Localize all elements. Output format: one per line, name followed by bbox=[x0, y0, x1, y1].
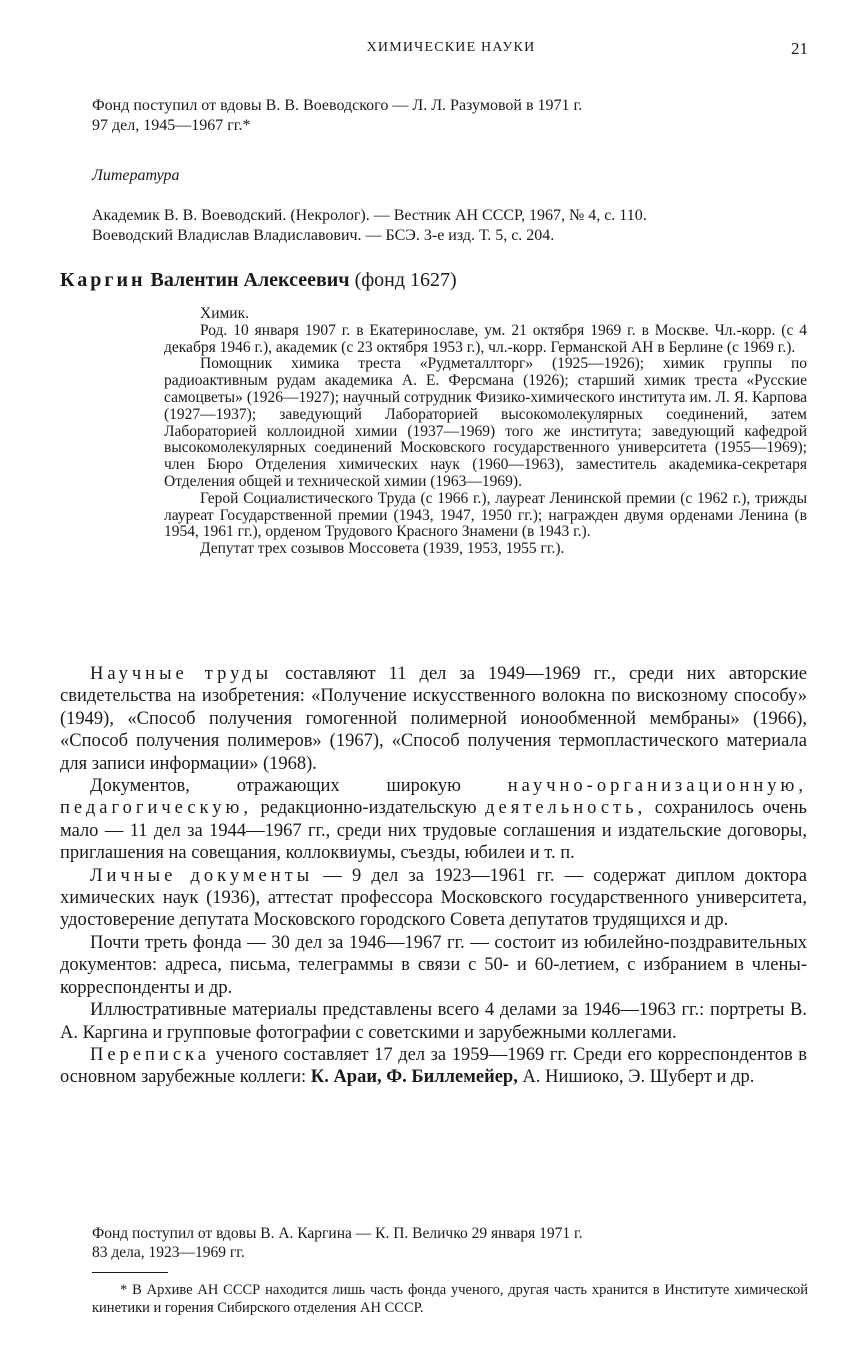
corr-names-bold: К. Араи, Ф. Биллемейер, bbox=[310, 1067, 518, 1088]
fund-intro bbox=[92, 96, 808, 136]
bio-paragraph: Помощник химика треста «Рудметаллторг» (1925—1926); химик группы по радиоактивным рудам академика А. Е. Ферсмана (1926); старший химик треста «Русские самоцветы» (1926—1927); научный сотрудник Физико-химического института им. Л. Я. Карпова (1927—1937); заведующий Лабораторией высокомолекулярных соединений, затем Лабораторией коллоидной химии (1937—1969) того же института; заведующий кафедрой высокомолекулярных соединений Московского государственного университета (1955—1969); член Бюро Отделения химических наук (1960—1963), заместитель академика-секретаря Отделения общей и технической химии (1963—1969). bbox=[164, 355, 807, 490]
footnote-text: * В Архиве АН СССР находится лишь часть фонда ученого, другая часть хранится в Институте химической кинетики и горения Сибирского отделения АН СССР. bbox=[92, 1282, 808, 1316]
corr-tail: А. Нишиоко, Э. Шуберт и др. bbox=[517, 1067, 755, 1088]
person-surname: Каргин bbox=[60, 269, 146, 291]
docs-paragraph bbox=[60, 775, 807, 865]
personal-text: — 9 дел за 1923—1961 гг. — содержат диплом доктора химических наук (1936), аттестат профессора Московского государственного университета, удостоверение депутата Московского городского Совета депутатов трудящихся и др. bbox=[60, 865, 807, 931]
works-lead: Научные труды bbox=[90, 664, 273, 684]
fund-end-line: 83 дела, 1923—1969 гг. bbox=[92, 1244, 245, 1261]
docs-text-c: сохранилось очень мало — 11 дел за 1944—1967 гг., среди них трудовые соглашения и издательские договоры, приглашения на совещания, коллоквиумы, съезды, юбилеи и т. п. bbox=[60, 798, 807, 864]
corr-lead: Переписка bbox=[90, 1044, 210, 1065]
fund-end bbox=[92, 1224, 808, 1262]
bio-paragraph: Депутат трех созывов Моссовета (1939, 1953, 1955 гг.). bbox=[200, 540, 565, 558]
fund-intro-line: 97 дел, 1945—1967 гг.* bbox=[92, 117, 251, 134]
fund-intro-line: Фонд поступил от вдовы В. В. Воеводского — Л. Л. Разумовой в 1971 г. bbox=[92, 97, 583, 114]
bio-paragraph: Род. 10 января 1907 г. в Екатеринославе, ум. 21 октября 1969 г. в Москве. Чл.-корр. (с 4 декабря 1946 г.), академик (с 23 октября 1953 г.), чл.-корр. Германской АН в Берлине (с 1969 г.). bbox=[164, 321, 807, 356]
literature-heading: Литература bbox=[92, 167, 180, 184]
corr-text: ученого составляет 17 дел за 1959—1969 гг. Среди его корреспондентов в основном зарубежные коллеги: bbox=[60, 1044, 807, 1088]
running-header bbox=[92, 40, 810, 64]
docs-text-b: редакционно-издательскую bbox=[251, 798, 486, 819]
running-title: ХИМИЧЕСКИЕ НАУКИ bbox=[366, 40, 536, 55]
personal-paragraph bbox=[60, 865, 807, 932]
page-number: 21 bbox=[791, 39, 808, 58]
docs-spaced-b: деятельность, bbox=[485, 798, 647, 819]
person-heading bbox=[60, 269, 457, 292]
docs-text-a: Документов, отражающих широкую bbox=[90, 776, 508, 797]
bio-paragraph: Химик. bbox=[200, 305, 249, 322]
bio-paragraph: Герой Социалистического Труда (с 1966 г.), лауреат Ленинской премии (с 1962 г.), трижды лауреат Государственной премии (1943, 1947, 1950 гг.); награжден двумя орденами Ленина (в 1954, 1961 гг.), орденом Трудового Красного Знамени (в 1943 г.). bbox=[164, 489, 807, 541]
literature-item: Воеводский Владислав Владиславович. — БСЭ. 3-е изд. Т. 5, с. 204. bbox=[92, 227, 555, 244]
works-text: составляют 11 дел за 1949—1969 гг., среди них авторские свидетельства на изобретения: «Получение искусственного волокна по вискозному способу» (1949), «Способ получения гомогенной полимерной ионообменной мембраны» (1966), «Способ получения полимеров» (1967), «Способ получения термопластического материала для записи информации» (1968). bbox=[60, 664, 807, 774]
personal-lead: Личные документы bbox=[90, 865, 314, 886]
biography bbox=[164, 306, 807, 558]
fund-number: (фонд 1627) bbox=[354, 269, 457, 291]
literature-list bbox=[92, 206, 808, 246]
illustr-paragraph: Иллюстративные материалы представлены всего 4 делами за 1946—1963 гг.: портреты В. А. Каргина и групповые фотографии с советскими и зарубежными коллегами. bbox=[60, 1000, 807, 1043]
main-text bbox=[60, 663, 807, 1089]
corr-paragraph bbox=[60, 1044, 807, 1089]
works-paragraph bbox=[60, 663, 807, 775]
person-names: Валентин Алексеевич bbox=[150, 269, 350, 291]
literature-item: Академик В. В. Воеводский. (Некролог). — Вестник АН СССР, 1967, № 4, с. 110. bbox=[92, 207, 647, 224]
jubilee-paragraph: Почти треть фонда — 30 дел за 1946—1967 гг. — состоит из юбилейно-поздравительных документов: адреса, письма, телеграммы в связи с 50- и 60-летием, с избранием в члены-корреспонденты и др. bbox=[60, 932, 807, 998]
footnote bbox=[92, 1281, 808, 1317]
footnote-rule bbox=[92, 1272, 168, 1273]
docs-spaced: научно-организационную, педагогическую, bbox=[60, 776, 807, 819]
fund-end-line: Фонд поступил от вдовы В. А. Каргина — К. П. Величко 29 января 1971 г. bbox=[92, 1225, 583, 1242]
